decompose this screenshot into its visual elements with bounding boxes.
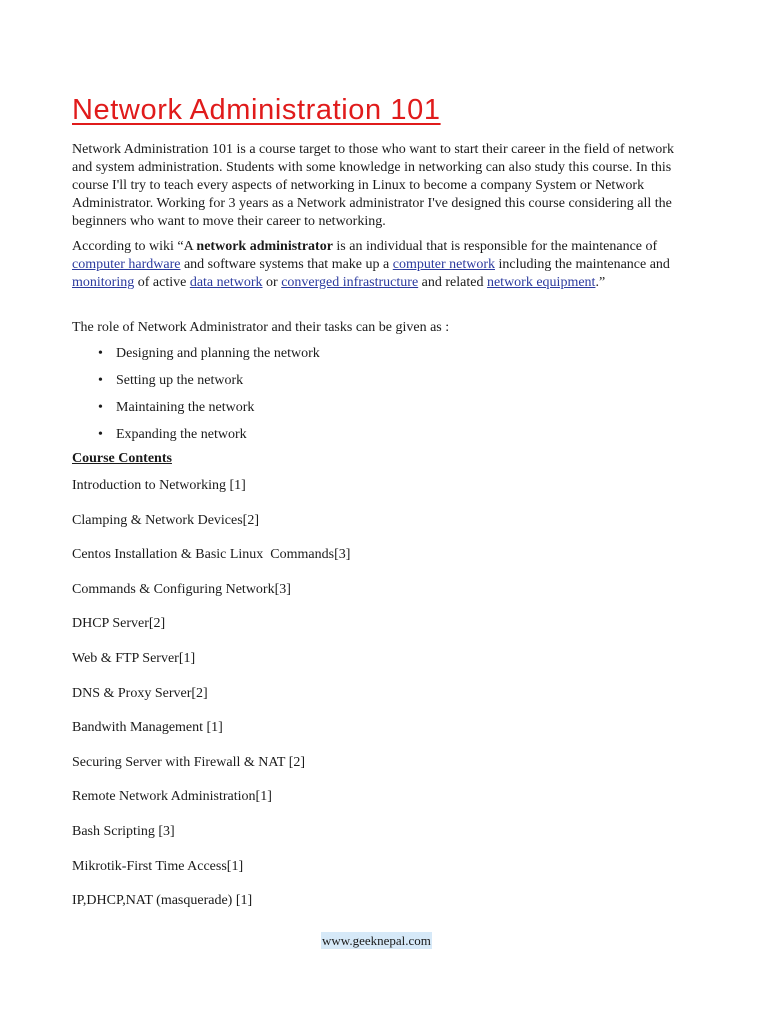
quote-text: including the maintenance and	[494, 257, 670, 272]
wiki-quote-paragraph	[72, 238, 692, 292]
task-item	[72, 426, 320, 453]
quote-bold-term: network administrator	[196, 239, 333, 254]
course-item: Introduction to Networking [1]	[72, 478, 246, 493]
link-computer-network[interactable]: computer network	[392, 257, 495, 272]
link-computer-hardware[interactable]: computer hardware	[72, 257, 181, 272]
course-item: Centos Installation & Basic Linux Commands[3]	[72, 547, 351, 563]
course-item: DNS & Proxy Server[2]	[72, 685, 208, 701]
task-label: Designing and planning the network	[116, 346, 320, 361]
bullet-icon: •	[98, 400, 103, 415]
task-item	[72, 399, 320, 426]
task-item	[72, 345, 320, 372]
course-item: Web & FTP Server[1]	[72, 650, 196, 666]
task-item	[72, 372, 320, 399]
course-contents-heading: Course Contents	[72, 451, 172, 466]
course-item: Securing Server with Firewall & NAT [2]	[72, 754, 306, 770]
course-contents-list	[72, 477, 350, 927]
quote-text: of active	[134, 275, 190, 290]
course-item: Mikrotik-First Time Access[1]	[72, 858, 244, 874]
role-intro: The role of Network Administrator and their tasks can be given as :	[72, 320, 450, 335]
link-converged-infrastructure[interactable]: converged infrastructure	[281, 275, 419, 290]
link-monitoring[interactable]: monitoring	[72, 275, 135, 290]
intro-paragraph: Network Administration 101 is a course target to those who want to start their career in the field of network and system administration. Students with some knowledge in networking can also study this course. In this course I'll try to teach every aspects of networking in Linux to become a company System or Network Administrator. Working for 3 years as a Network administrator I've designed this course considering all the beginners who want to move their career to networking.	[72, 142, 674, 229]
footer-website-link[interactable]: www.geeknepal.com	[322, 933, 431, 948]
quote-text: .”	[595, 275, 606, 290]
quote-text: or	[262, 275, 282, 290]
course-item: Commands & Configuring Network[3]	[72, 581, 291, 597]
task-list	[72, 345, 320, 453]
course-item: Clamping & Network Devices[2]	[72, 512, 260, 528]
bullet-icon: •	[98, 373, 103, 388]
bullet-icon: •	[98, 427, 103, 442]
link-network-equipment[interactable]: network equipment	[486, 275, 596, 290]
link-data-network[interactable]: data network	[189, 275, 263, 290]
document-title: Network Administration 101	[72, 94, 441, 126]
bullet-icon: •	[98, 346, 103, 361]
course-item: Bandwith Management [1]	[72, 720, 223, 736]
task-label: Expanding the network	[116, 427, 247, 442]
quote-text: is an individual that is responsible for the maintenance of	[332, 239, 658, 254]
task-label: Setting up the network	[116, 373, 244, 388]
task-label: Maintaining the network	[116, 400, 255, 415]
quote-text: and software systems that make up a	[180, 257, 393, 272]
course-item: IP,DHCP,NAT (masquerade) [1]	[72, 893, 253, 909]
quote-text: According to wiki “A	[72, 239, 197, 254]
course-item: DHCP Server[2]	[72, 616, 166, 632]
quote-text: and related	[418, 275, 487, 290]
course-item: Bash Scripting [3]	[72, 823, 175, 839]
course-item: Remote Network Administration[1]	[72, 789, 272, 805]
